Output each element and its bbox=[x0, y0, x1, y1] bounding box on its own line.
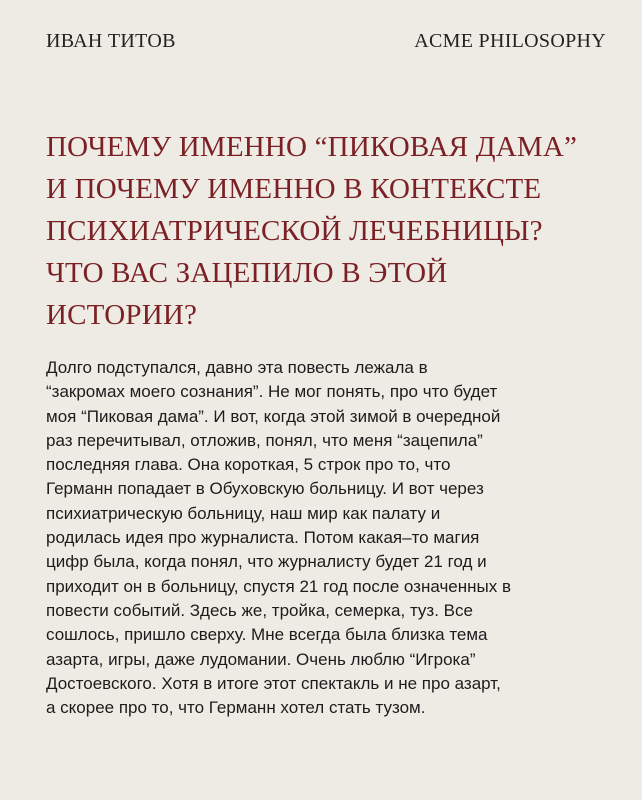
answer-line: повести событий. Здесь же, тройка, семерка, туз. Все bbox=[46, 600, 473, 620]
answer-line: приходит он в больницу, спустя 21 год после означенных в bbox=[46, 576, 512, 596]
answer-line: Германн попадает в Обуховскую больницу. И вот через bbox=[46, 479, 484, 499]
brand-name: ACME PHILOSOPHY bbox=[414, 29, 606, 52]
page-header bbox=[46, 28, 606, 54]
title-line: ПСИХИАТРИЧЕСКОЙ ЛЕЧЕБНИЦЫ? bbox=[46, 215, 543, 247]
answer-line: азарта, игры, даже лудомании. Очень люблю “Игрока” bbox=[46, 649, 476, 669]
answer-line: моя “Пиковая дама”. И вот, когда этой зимой в очередной bbox=[46, 406, 501, 426]
answer-line: раз перечитывал, отложив, понял, что меня “зацепила” bbox=[46, 430, 483, 450]
title-line: И ПОЧЕМУ ИМЕННО В КОНТЕКСТЕ bbox=[46, 173, 542, 205]
title-line: ПОЧЕМУ ИМЕННО “ПИКОВАЯ ДАМА” bbox=[46, 131, 578, 163]
answer-line: “закромах моего сознания”. Не мог понять, про что будет bbox=[46, 382, 498, 402]
answer-line: а скорее про то, что Германн хотел стать тузом. bbox=[46, 698, 426, 718]
question-title bbox=[46, 126, 616, 336]
answer-paragraph bbox=[46, 356, 606, 720]
title-line: ЧТО ВАС ЗАЦЕПИЛО В ЭТОЙ bbox=[46, 257, 448, 289]
answer-line: цифр была, когда понял, что журналисту будет 21 год и bbox=[46, 552, 487, 572]
title-line: ИСТОРИИ? bbox=[46, 299, 198, 331]
answer-line: психиатрическую больницу, наш мир как палату и bbox=[46, 503, 441, 523]
answer-line: родилась идея про журналиста. Потом какая–то магия bbox=[46, 528, 480, 548]
answer-line: последняя глава. Она короткая, 5 строк про то, что bbox=[46, 455, 451, 475]
answer-line: Достоевского. Хотя в итоге этот спектакль и не про азарт, bbox=[46, 673, 501, 693]
answer-line: Долго подступался, давно эта повесть лежала в bbox=[46, 358, 428, 377]
author-name: ИВАН ТИТОВ bbox=[46, 29, 176, 52]
answer-line: сошлось, пришло сверху. Мне всегда была близка тема bbox=[46, 625, 488, 645]
